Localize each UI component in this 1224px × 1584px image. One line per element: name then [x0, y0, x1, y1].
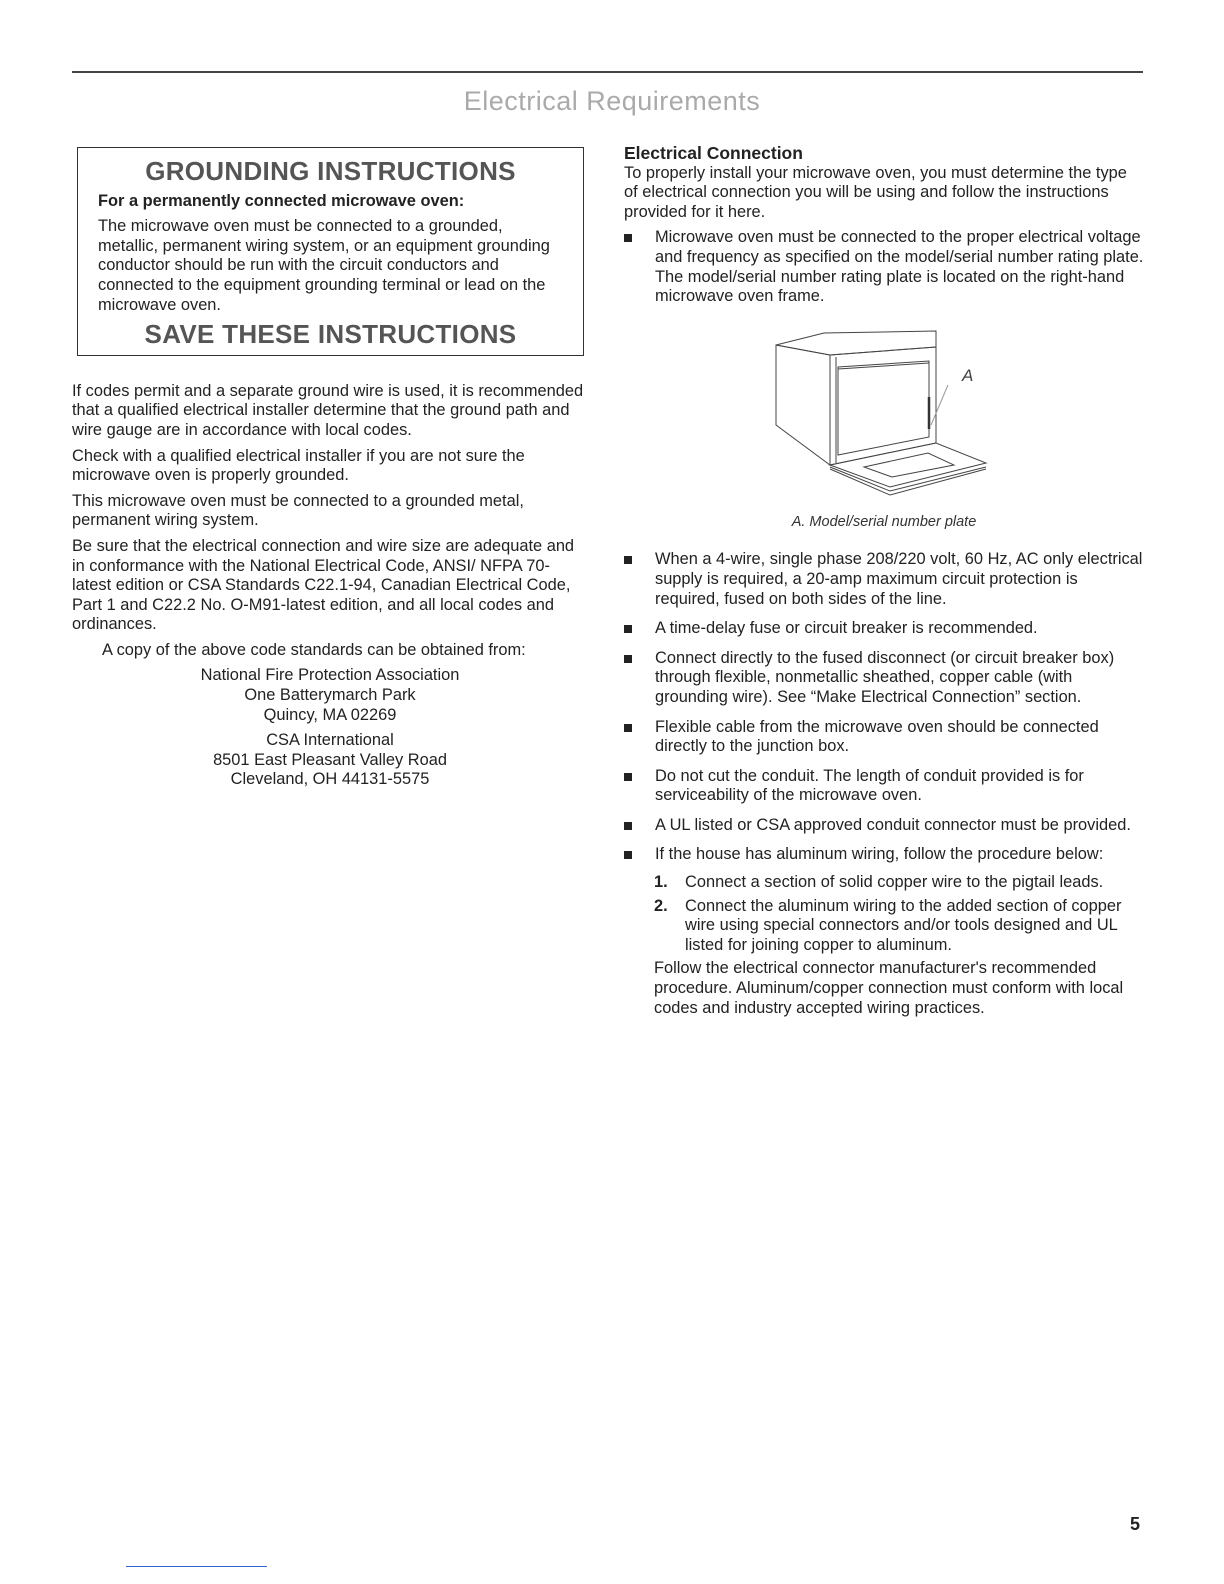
address-nfpa [72, 666, 588, 725]
bullet-icon [624, 655, 632, 663]
oven-illustration [624, 317, 1144, 517]
step-number: 1. [654, 873, 668, 892]
paragraph: If codes permit and a separate ground wire is used, it is recommended that a qualified electrical installer determine that the ground path and wire gauge are in accordance with local codes. [72, 381, 584, 439]
bullet-icon [624, 851, 632, 859]
grounding-heading: GROUNDING INSTRUCTIONS [145, 156, 516, 186]
list-item [624, 816, 1144, 836]
bullet-icon [624, 724, 632, 732]
paragraph: Be sure that the electrical connection and wire size are adequate and in conformance with the National Electrical Code, ANSI/ NFPA 70-latest edition or CSA Standards C22.1-94, Canadian Electrical Code, Part 1 and C22.2 No. O-M91-latest edition, and all local codes and ordinances. [72, 536, 575, 634]
address-line: 8501 East Pleasant Valley Road [213, 750, 447, 769]
address-name: CSA International [266, 731, 394, 750]
address-name: National Fire Protection Association [200, 666, 460, 685]
grounding-subheading: For a permanently connected microwave oven: [98, 191, 465, 210]
page-number: 5 [1130, 1514, 1141, 1534]
bullet-icon [624, 556, 632, 564]
step-item [654, 873, 1144, 893]
bullet-list [624, 228, 1144, 306]
list-item [624, 550, 1144, 609]
grounding-instructions-box [77, 147, 584, 356]
address-line: Quincy, MA 02269 [263, 705, 397, 724]
list-item-text: Do not cut the conduit. The length of conduit provided is for serviceability of the microwave oven. [655, 766, 1084, 805]
step-number: 2. [654, 896, 668, 915]
list-item-text: A time-delay fuse or circuit breaker is recommended. [655, 619, 1038, 638]
oven-figure [624, 317, 1144, 517]
figure-caption: A. Model/serial number plate [791, 513, 977, 530]
list-item-text: When a 4-wire, single phase 208/220 volt, 60 Hz, AC only electrical supply is required, a 20-amp maximum circuit protection is required, fused on both sides of the line. [655, 550, 1143, 608]
bullet-icon [624, 234, 632, 242]
list-item [624, 845, 1144, 865]
copy-note: A copy of the above code standards can be obtained from: [102, 640, 526, 659]
list-item [624, 767, 1144, 806]
address-line: Cleveland, OH 44131-5575 [230, 770, 430, 789]
list-item-text: Flexible cable from the microwave oven should be connected directly to the junction box. [655, 717, 1099, 756]
list-item [624, 718, 1144, 757]
save-instructions-heading: SAVE THESE INSTRUCTIONS [144, 319, 517, 350]
closing-paragraph: Follow the electrical connector manufacturer's recommended procedure. Aluminum/copper connection must conform with local codes and industry accepted wiring practices. [654, 959, 1124, 1017]
paragraph: Check with a qualified electrical installer if you are not sure the microwave oven is properly grounded. [72, 446, 525, 485]
grounding-body: The microwave oven must be connected to a grounded, metallic, permanent wiring system, or an equipment grounding conductor should be run with the circuit conductors and connected to the equipment grounding terminal or lead on the microwave oven. [98, 217, 550, 314]
bullet-list [624, 550, 1144, 865]
list-item [624, 228, 1144, 306]
address-line: One Batterymarch Park [244, 686, 416, 705]
steps-list [654, 873, 1144, 955]
intro-paragraph: To properly install your microwave oven, you must determine the type of electrical connection you will be using and follow the instructions provided for it here. [624, 163, 1127, 221]
footer-line [126, 1566, 267, 1567]
list-item-text: Connect directly to the fused disconnect (or circuit breaker box) through flexible, nonmetallic sheathed, copper cable (with grounding wire). See “Make Electrical Connection” section. [655, 648, 1115, 706]
bullet-icon [624, 822, 632, 830]
list-item-text: A UL listed or CSA approved conduit connector must be provided. [655, 815, 1131, 834]
list-item [624, 619, 1144, 639]
step-item [654, 897, 1144, 956]
page-title: Electrical Requirements [463, 86, 761, 116]
paragraph: This microwave oven must be connected to a grounded metal, permanent wiring system. [72, 491, 524, 530]
figure-label: A [962, 365, 974, 385]
list-item-text: Microwave oven must be connected to the proper electrical voltage and frequency as specified on the model/serial number rating plate. The model/serial number rating plate is located on the right-hand microwave oven frame. [655, 228, 1144, 306]
list-item-text: If the house has aluminum wiring, follow the procedure below: [655, 845, 1104, 864]
right-column [624, 144, 1144, 1024]
address-csa [72, 731, 588, 790]
step-text: Connect the aluminum wiring to the added section of copper wire using special connectors and/or tools designed and UL listed for joining copper to aluminum. [685, 896, 1122, 954]
header-rule [72, 71, 1143, 73]
bullet-icon [624, 625, 632, 633]
step-text: Connect a section of solid copper wire to the pigtail leads. [685, 873, 1104, 892]
list-item [624, 649, 1144, 708]
section-heading: Electrical Connection [624, 143, 803, 163]
bullet-icon [624, 773, 632, 781]
left-column [72, 147, 588, 796]
